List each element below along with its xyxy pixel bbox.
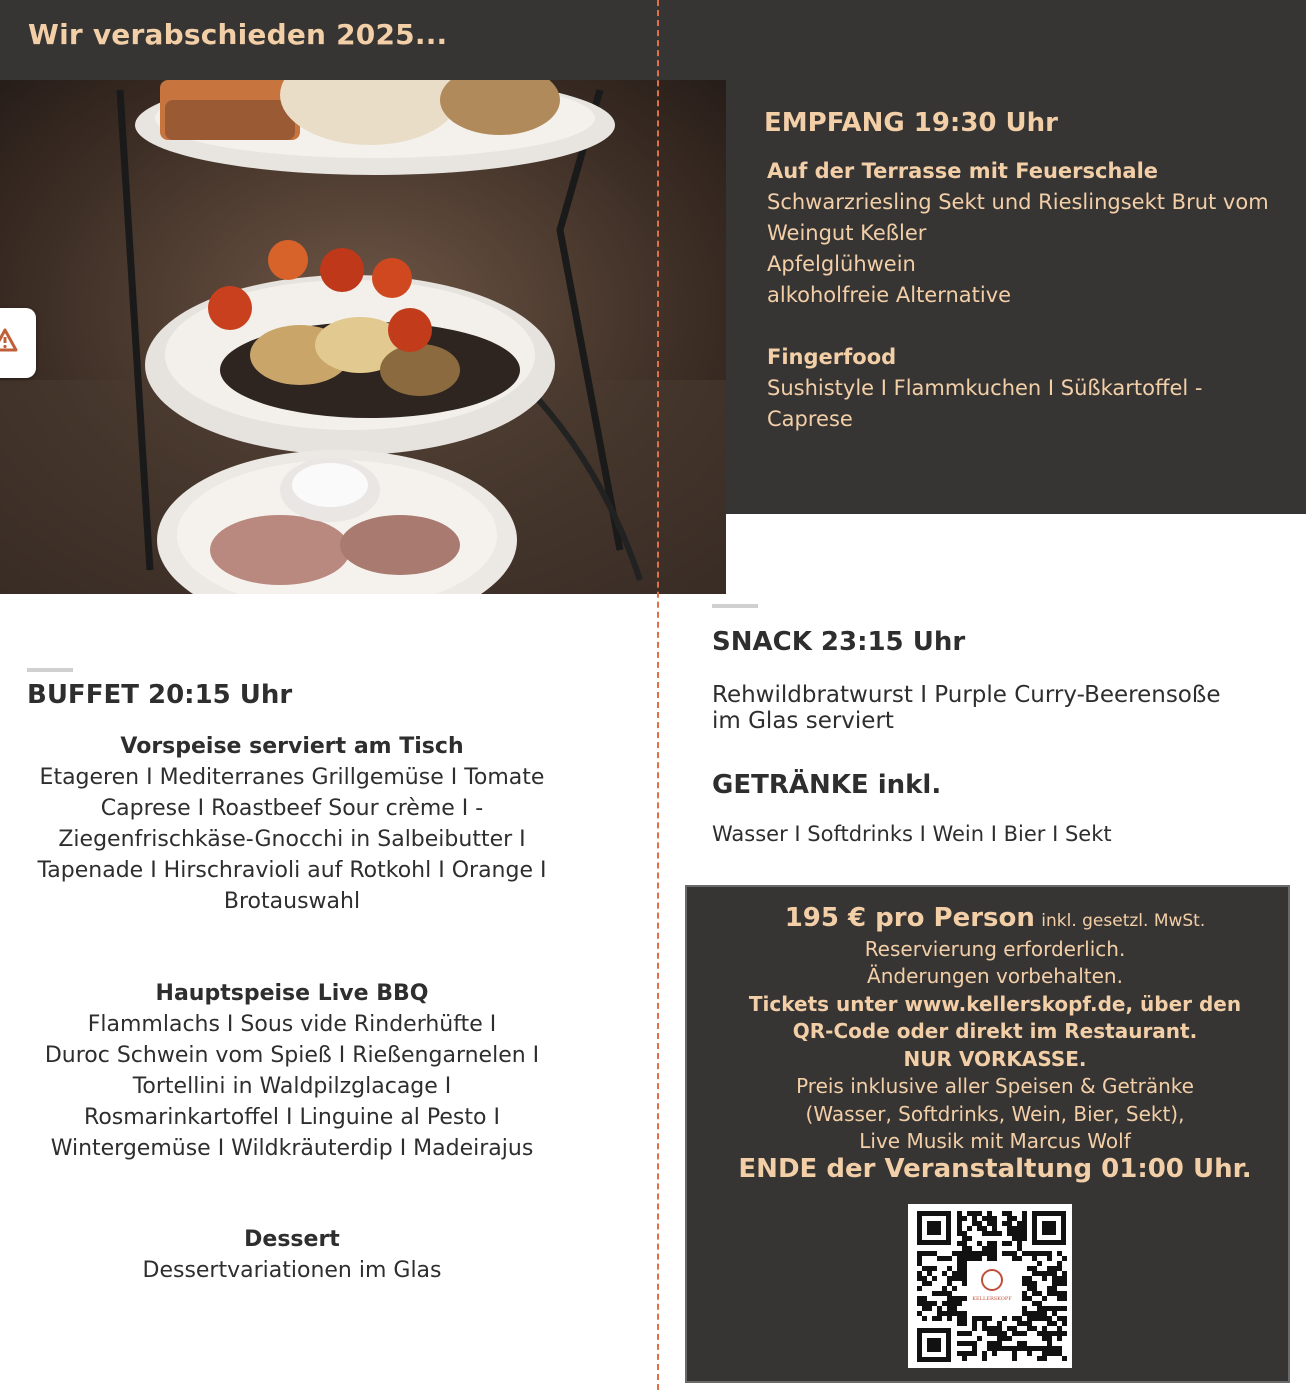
getraenke-title: GETRÄNKE inkl. (712, 770, 942, 800)
hauptspeise-line: Duroc Schwein vom Spieß I Rießengarnelen I (44, 1043, 540, 1068)
included-line: (Wasser, Softdrinks, Wein, Bier, Sekt), (805, 1101, 1185, 1126)
price-content (705, 905, 1285, 1183)
header-title: Wir verabschieden 2025... (28, 18, 448, 51)
vorspeise-block (14, 731, 570, 917)
buffet-title: BUFFET 20:15 Uhr (27, 680, 293, 710)
snack-text (712, 682, 1292, 734)
price-tax-note: inkl. gesetzl. MwSt. (1041, 911, 1206, 931)
hauptspeise-line: Tortellini in Waldpilzglacage I (132, 1074, 452, 1099)
terrasse-line: Apfelglühwein (767, 252, 916, 276)
fingerfood-line: Sushistyle I Flammkuchen I Süßkartoffel - (767, 376, 1203, 400)
section-divider (712, 604, 758, 608)
dessert-heading: Dessert (244, 1227, 340, 1252)
end-time: ENDE der Veranstaltung 01:00 Uhr. (738, 1153, 1252, 1184)
vorspeise-line: Caprese I Roastbeef Sour crème I - (100, 796, 484, 821)
included-line: Live Musik mit Marcus Wolf (859, 1129, 1131, 1153)
terrasse-heading: Auf der Terrasse mit Feuerschale (767, 159, 1159, 183)
tickets-line: QR-Code oder direkt im Restaurant. (792, 1019, 1198, 1043)
price-line: Änderungen vorbehalten. (867, 964, 1123, 988)
vorspeise-line: Tapenade I Hirschravioli auf Rotkohl I Orange I (37, 858, 547, 883)
tickets-line[interactable]: Tickets unter www.kellerskopf.de, über den (748, 991, 1242, 1016)
snack-line: Rehwildbratwurst I Purple Curry-Beerensoße (712, 682, 1221, 708)
hauptspeise-line: Rosmarinkartoffel I Linguine al Pesto I (84, 1105, 500, 1130)
price-line: Reservierung erforderlich. (864, 936, 1126, 961)
terrasse-line: Schwarzriesling Sekt und Rieslingsekt Brut vom (767, 190, 1269, 214)
hauptspeise-heading: Hauptspeise Live BBQ (155, 981, 429, 1006)
section-divider (27, 668, 73, 672)
hauptspeise-line: Flammlachs I Sous vide Rinderhüfte I (87, 1012, 497, 1037)
warning-tab[interactable] (0, 308, 36, 378)
vorspeise-heading: Vorspeise serviert am Tisch (120, 734, 464, 759)
terrasse-line: alkoholfreie Alternative (767, 283, 1012, 307)
warning-icon (0, 330, 16, 350)
food-photo (0, 80, 726, 594)
tickets-line: NUR VORKASSE. (903, 1046, 1087, 1071)
snack-title: SNACK 23:15 Uhr (712, 627, 966, 657)
empfang-title: EMPFANG 19:30 Uhr (764, 108, 1058, 138)
vorspeise-line: Ziegenfrischkäse-Gnocchi in Salbeibutter I (58, 827, 526, 852)
dessert-block (14, 1224, 570, 1286)
included-line: Preis inklusive aller Speisen & Getränke (796, 1074, 1194, 1098)
vorspeise-line: Etageren I Mediterranes Grillgemüse I Tomate (39, 765, 545, 790)
snack-line: im Glas serviert (712, 708, 894, 734)
qr-code[interactable] (908, 1204, 1072, 1368)
dessert-line: Dessertvariationen im Glas (142, 1258, 442, 1283)
fingerfood-line: Caprese (767, 407, 853, 431)
cut-line (657, 0, 659, 1390)
price-amount: 195 € pro Person (784, 903, 1035, 933)
fingerfood-heading: Fingerfood (767, 345, 897, 369)
hauptspeise-line: Wintergemüse I Wildkräuterdip I Madeirajus (50, 1136, 534, 1161)
terrasse-line: Weingut Keßler (767, 221, 927, 245)
vorspeise-line: Brotauswahl (223, 889, 361, 914)
qr-logo-text: KELLERSKOPF (972, 1296, 1012, 1302)
getraenke-text: Wasser I Softdrinks I Wein I Bier I Sekt (712, 822, 1112, 846)
hauptspeise-block (14, 978, 570, 1164)
empfang-details (767, 156, 1297, 435)
